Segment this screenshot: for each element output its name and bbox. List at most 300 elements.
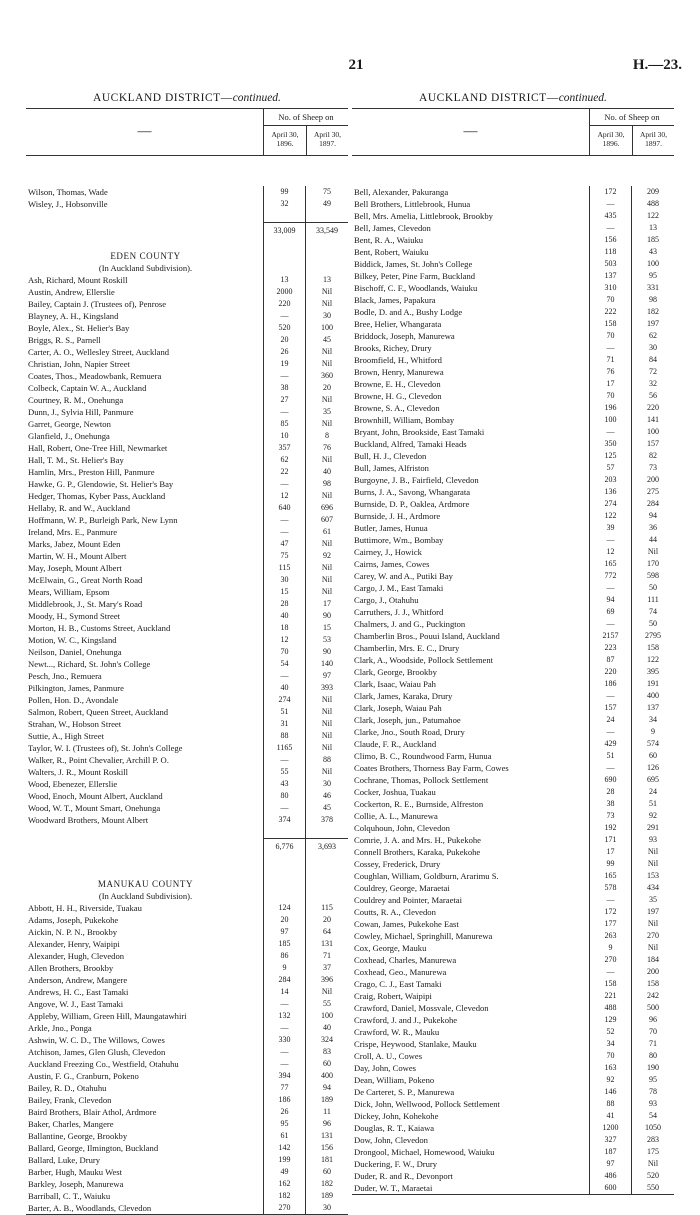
sheep-1897: 40 xyxy=(323,467,331,476)
sheep-1897: 291 xyxy=(647,823,659,832)
sheep-1897: 94 xyxy=(323,1083,331,1092)
sheep-1896: 394 xyxy=(264,1070,306,1082)
sheep-1896: 6,776 xyxy=(264,838,306,854)
owner-name: Couldrey and Pointer, Maraetai xyxy=(352,894,590,906)
owner-name: Bell Brothers, Littlebrook, Hunua xyxy=(352,198,590,210)
sheep-1897: 2795 xyxy=(645,631,661,640)
table-row xyxy=(352,810,674,822)
sheep-1897: Nil xyxy=(647,847,659,856)
sheep-1897: 54 xyxy=(649,1111,657,1120)
sheep-1897: 98 xyxy=(649,295,657,304)
sheep-1896: — xyxy=(264,998,306,1010)
sheep-1896: 177 xyxy=(590,918,632,930)
sheep-1896: 40 xyxy=(264,610,306,622)
sheep-1896: 186 xyxy=(590,678,632,690)
table-row xyxy=(26,998,348,1010)
sheep-1897: 270 xyxy=(647,931,659,940)
blank-row xyxy=(26,210,348,222)
sheep-1896 xyxy=(264,890,306,902)
table-row xyxy=(352,234,674,246)
sheep-1897: 181 xyxy=(321,1155,333,1164)
table-row xyxy=(26,814,348,826)
sheep-1896: 274 xyxy=(590,498,632,510)
sheep-1896: 196 xyxy=(590,402,632,414)
owner-name: Buckland, Alfred, Tamaki Heads xyxy=(352,438,590,450)
right-table-header xyxy=(352,108,674,156)
sheep-1897: 62 xyxy=(649,331,657,340)
owner-name: Austin, F. G., Cranburn, Pokeno xyxy=(26,1070,264,1082)
owner-name: Wood, Enoch, Mount Albert, Auckland xyxy=(26,790,264,802)
table-row xyxy=(26,706,348,718)
owner-name: Wood, Ebenezer, Ellerslie xyxy=(26,778,264,790)
table-row xyxy=(352,1098,674,1110)
table-row xyxy=(352,738,674,750)
sheep-1896 xyxy=(264,238,306,250)
sheep-1896: 124 xyxy=(264,902,306,914)
sheep-1897: Nil xyxy=(647,1159,659,1168)
sheep-1897: 15 xyxy=(323,623,331,632)
owner-name: Hellaby, R. and W., Auckland xyxy=(26,502,264,514)
owner-name: Baker, Charles, Mangere xyxy=(26,1118,264,1130)
owner-name: Carruthers, J. J., Whitford xyxy=(352,606,590,618)
table-row xyxy=(26,1178,348,1190)
sheep-1897: 111 xyxy=(647,595,659,604)
table-row xyxy=(352,594,674,606)
sheep-1896: — xyxy=(264,478,306,490)
sheep-1896: 13 xyxy=(264,274,306,286)
owner-name xyxy=(26,838,264,854)
table-row xyxy=(352,642,674,654)
sheep-1897: 242 xyxy=(647,991,659,1000)
sheep-1897: 97 xyxy=(323,671,331,680)
sheep-1897: 126 xyxy=(647,763,659,772)
owner-name: Boyle, Alex., St. Helier's Bay xyxy=(26,322,264,334)
table-row xyxy=(26,442,348,454)
heading-row xyxy=(26,250,348,262)
owner-name: Duder, R. and R., Devonport xyxy=(352,1170,590,1182)
table-row xyxy=(26,1010,348,1022)
sheep-1897: 60 xyxy=(323,1167,331,1176)
owner-name: Ireland, Mrs. E., Panmure xyxy=(26,526,264,538)
sheep-1897: 24 xyxy=(649,787,657,796)
sheep-1896: 17 xyxy=(590,378,632,390)
sheep-1897: 92 xyxy=(649,811,657,820)
owner-name xyxy=(26,866,264,878)
sheep-1896: — xyxy=(590,618,632,630)
sheep-1896: 32 xyxy=(264,198,306,210)
sheep-1897: 84 xyxy=(649,355,657,364)
sheep-1896: — xyxy=(264,1058,306,1070)
sheep-1896: 12 xyxy=(264,490,306,502)
sheep-1896: 27 xyxy=(264,394,306,406)
page-number: 21 xyxy=(348,57,364,73)
sheep-1896 xyxy=(264,854,306,866)
sheep-1897: 13 xyxy=(323,275,331,284)
sheep-1896: 51 xyxy=(590,750,632,762)
owner-name: Clark, Joseph, Waiau Pah xyxy=(352,702,590,714)
table-row xyxy=(352,258,674,270)
sheep-1897: 74 xyxy=(649,607,657,616)
sheep-1896: 69 xyxy=(590,606,632,618)
table-row xyxy=(352,618,674,630)
left-year-1896: April 30, 1896. xyxy=(271,130,299,148)
owner-name: Marks, Jabez, Mount Eden xyxy=(26,538,264,550)
sheep-1897: Nil xyxy=(321,563,333,572)
sheep-1897: 64 xyxy=(323,927,331,936)
table-row xyxy=(352,630,674,642)
sheep-1896: 26 xyxy=(264,346,306,358)
owner-name: Coates, Thos., Meadowbank, Remuera xyxy=(26,370,264,382)
right-title-text: AUCKLAND DISTRICT— xyxy=(419,92,559,104)
owner-name: Hall, T. M., St. Helier's Bay xyxy=(26,454,264,466)
table-row xyxy=(352,414,674,426)
owner-name: Browne, S. A., Clevedon xyxy=(352,402,590,414)
sheep-1897: 60 xyxy=(323,1059,331,1068)
sheep-1896: 2000 xyxy=(264,286,306,298)
right-name-header: — xyxy=(352,109,590,155)
sheep-1897: 73 xyxy=(649,463,657,472)
table-row xyxy=(26,1034,348,1046)
right-column xyxy=(352,92,674,1195)
sheep-1897: 71 xyxy=(323,951,331,960)
sheep-1896: 578 xyxy=(590,882,632,894)
table-row xyxy=(352,1062,674,1074)
owner-name: Christian, John, Napier Street xyxy=(26,358,264,370)
table-row xyxy=(352,294,674,306)
sheep-1897: Nil xyxy=(321,987,333,996)
sheep-1896 xyxy=(264,262,306,274)
sheep-1897: 574 xyxy=(647,739,659,748)
sheep-1897: 158 xyxy=(647,643,659,652)
table-row xyxy=(352,1110,674,1122)
owner-name: Appleby, William, Green Hill, Maungatawhiri xyxy=(26,1010,264,1022)
sheep-1897: Nil xyxy=(321,743,333,752)
owner-name: Wilson, Thomas, Wade xyxy=(26,186,264,198)
table-row xyxy=(352,990,674,1002)
sheep-1896: 15 xyxy=(264,586,306,598)
sheep-1897: 9 xyxy=(651,727,655,736)
sheep-1897: 37 xyxy=(323,963,331,972)
sheep-1897: 197 xyxy=(647,319,659,328)
owner-name: Middlebrook, J., St. Mary's Road xyxy=(26,598,264,610)
sheep-1896: 80 xyxy=(264,790,306,802)
left-name-header: — xyxy=(26,109,264,155)
table-row xyxy=(26,902,348,914)
table-row xyxy=(26,490,348,502)
paper-code: H.—23. xyxy=(632,57,682,73)
sheep-1897: 96 xyxy=(649,1015,657,1024)
owner-name: Comrie, J. A. and Mrs. H., Pukekohe xyxy=(352,834,590,846)
sheep-1897: 182 xyxy=(321,1179,333,1188)
table-row xyxy=(26,430,348,442)
sheep-1897: 122 xyxy=(647,211,659,220)
table-row xyxy=(26,1166,348,1178)
sheep-1896: 163 xyxy=(590,1062,632,1074)
owner-name: Ballard, Luke, Drury xyxy=(26,1154,264,1166)
sheep-1896: 222 xyxy=(590,306,632,318)
table-row xyxy=(352,1014,674,1026)
sheep-1897: 607 xyxy=(321,515,333,524)
sheep-1897: 153 xyxy=(647,871,659,880)
owner-name: Ballantine, George, Brookby xyxy=(26,1130,264,1142)
table-row xyxy=(352,450,674,462)
owner-name: Bailey, R. D., Otahuhu xyxy=(26,1082,264,1094)
sheep-1897: Nil xyxy=(321,587,333,596)
left-table-body xyxy=(26,156,348,1215)
table-row xyxy=(26,382,348,394)
sheep-1896: 221 xyxy=(590,990,632,1002)
sheep-1896 xyxy=(264,250,306,262)
blank-row xyxy=(26,854,348,866)
sheep-1896: — xyxy=(590,894,632,906)
blank-row xyxy=(26,866,348,878)
sheep-1897: 598 xyxy=(647,571,659,580)
owner-name: Coxhead, Charles, Manurewa xyxy=(352,954,590,966)
sheep-1896: 24 xyxy=(590,714,632,726)
table-row xyxy=(352,714,674,726)
sheep-1896: 156 xyxy=(590,234,632,246)
sheep-1896: — xyxy=(264,1046,306,1058)
sheep-1896: 95 xyxy=(264,1118,306,1130)
left-table-header xyxy=(26,108,348,156)
table-row xyxy=(352,930,674,942)
table-row xyxy=(352,426,674,438)
sheep-1897: 122 xyxy=(647,655,659,664)
table-row xyxy=(352,402,674,414)
sheep-1896: 132 xyxy=(264,1010,306,1022)
sheep-1897: 88 xyxy=(323,755,331,764)
sheep-1897: 185 xyxy=(647,235,659,244)
sheep-1896: 158 xyxy=(590,978,632,990)
table-row xyxy=(26,1130,348,1142)
table-row xyxy=(352,702,674,714)
sheep-1897: Nil xyxy=(647,859,659,868)
table-row xyxy=(352,270,674,282)
owner-name: Bull, James, Alfriston xyxy=(352,462,590,474)
sheep-1897: 434 xyxy=(647,883,659,892)
sheep-1896: — xyxy=(590,762,632,774)
sheep-1896: 270 xyxy=(264,1202,306,1214)
owner-name: Craig, Robert, Waipipi xyxy=(352,990,590,1002)
table-row xyxy=(26,574,348,586)
sheep-1896: 86 xyxy=(264,950,306,962)
table-row xyxy=(26,334,348,346)
owner-name: Burnside, D. P., Oaklea, Ardmore xyxy=(352,498,590,510)
owner-name: Crispe, Heywood, Stanlake, Mauku xyxy=(352,1038,590,1050)
owner-name: Bell, Mrs. Amelia, Littlebrook, Brookby xyxy=(352,210,590,222)
sheep-1896: 330 xyxy=(264,1034,306,1046)
owner-name: Douglas, R. T., Kaiawa xyxy=(352,1122,590,1134)
table-row xyxy=(352,846,674,858)
total-row xyxy=(26,222,348,238)
table-row xyxy=(26,694,348,706)
owner-name: Wood, W. T., Mount Smart, Onehunga xyxy=(26,802,264,814)
table-row xyxy=(352,462,674,474)
sheep-1897: 20 xyxy=(323,915,331,924)
owner-name: Carter, A. O., Wellesley Street, Auckland xyxy=(26,346,264,358)
owner-name: Croll, A. U., Cowes xyxy=(352,1050,590,1062)
owner-name: Dickey, John, Kohekohe xyxy=(352,1110,590,1122)
table-row xyxy=(26,790,348,802)
sheep-1896: 142 xyxy=(264,1142,306,1154)
table-row xyxy=(352,438,674,450)
owner-name: Bull, H. J., Clevedon xyxy=(352,450,590,462)
right-table-body xyxy=(352,156,674,1195)
sheep-1897: 49 xyxy=(323,199,331,208)
owner-name: Dow, John, Clevedon xyxy=(352,1134,590,1146)
owner-name: Collie, A. L., Manurewa xyxy=(352,810,590,822)
table-row xyxy=(26,286,348,298)
sheep-1897: Nil xyxy=(321,731,333,740)
owner-name: Chamberlin, Mrs. E. C., Drury xyxy=(352,642,590,654)
table-row xyxy=(26,274,348,286)
sheep-1897 xyxy=(306,238,348,250)
sheep-1897: 200 xyxy=(647,475,659,484)
owner-name: Bent, Robert, Waiuku xyxy=(352,246,590,258)
owner-name: Mears, William, Epsom xyxy=(26,586,264,598)
table-row xyxy=(352,666,674,678)
blank-row xyxy=(26,238,348,250)
owner-name: Cowan, James, Pukekohe East xyxy=(352,918,590,930)
total-row xyxy=(26,838,348,854)
owner-name: Couldrey, George, Maraetai xyxy=(352,882,590,894)
owner-name: Climo, B. C., Roundwood Farm, Hunua xyxy=(352,750,590,762)
right-sheep-title: No. of Sheep on xyxy=(590,109,674,126)
owner-name: Abbott, H. H., Riverside, Tuakau xyxy=(26,902,264,914)
sheep-1896: 100 xyxy=(590,414,632,426)
sheep-1896: 40 xyxy=(264,682,306,694)
owner-name: Cowley, Michael, Springhill, Manurewa xyxy=(352,930,590,942)
sheep-1896: 600 xyxy=(590,1182,632,1194)
sheep-1896: 185 xyxy=(264,938,306,950)
table-row xyxy=(352,306,674,318)
sheep-1896: 30 xyxy=(264,574,306,586)
owner-name: Browne, E. H., Clevedon xyxy=(352,378,590,390)
sheep-1897: Nil xyxy=(321,347,333,356)
table-row xyxy=(26,586,348,598)
sheep-1897: Nil xyxy=(321,575,333,584)
sheep-1897: 50 xyxy=(649,583,657,592)
owner-name: Colquhoun, John, Clevedon xyxy=(352,822,590,834)
owner-name: Cairns, James, Cowes xyxy=(352,558,590,570)
table-row xyxy=(26,634,348,646)
blank-row xyxy=(26,826,348,838)
sheep-1896: — xyxy=(264,802,306,814)
table-row xyxy=(352,498,674,510)
owner-name: Carey, W. and A., Putiki Bay xyxy=(352,570,590,582)
sheep-1896: 87 xyxy=(590,654,632,666)
owner-name: Ash, Richard, Mount Roskill xyxy=(26,274,264,286)
sheep-1896: 199 xyxy=(264,1154,306,1166)
table-row xyxy=(352,906,674,918)
owner-name: Alexander, Hugh, Clevedon xyxy=(26,950,264,962)
sheep-1896: — xyxy=(264,526,306,538)
sheep-1897: 60 xyxy=(649,751,657,760)
table-row xyxy=(26,466,348,478)
owner-name: Taylor, W. I. (Trustees of), St. John's College xyxy=(26,742,264,754)
sheep-1896: 115 xyxy=(264,562,306,574)
sheep-1897: 395 xyxy=(647,667,659,676)
right-column-title xyxy=(352,92,674,108)
owner-name xyxy=(26,826,264,838)
owner-name xyxy=(26,854,264,866)
sheep-1897: 75 xyxy=(323,187,331,196)
sheep-1897: Nil xyxy=(321,719,333,728)
owner-name: Clark, Isaac, Waiau Pah xyxy=(352,678,590,690)
owner-name: Bailey, Frank, Clevedon xyxy=(26,1094,264,1106)
sheep-1897: 30 xyxy=(649,343,657,352)
owner-name: Black, James, Papakura xyxy=(352,294,590,306)
sheep-1897: 53 xyxy=(323,635,331,644)
sheep-1896: 310 xyxy=(590,282,632,294)
sheep-1897: 70 xyxy=(649,1027,657,1036)
sheep-1897: 378 xyxy=(321,815,333,824)
table-row xyxy=(26,1202,348,1214)
table-row xyxy=(352,1182,674,1194)
owner-name: Garret, George, Newton xyxy=(26,418,264,430)
sheep-1897: 393 xyxy=(321,683,333,692)
table-row xyxy=(26,1106,348,1118)
owner-name: Moody, H., Symond Street xyxy=(26,610,264,622)
table-row xyxy=(26,950,348,962)
sheep-1896: 99 xyxy=(590,858,632,870)
owner-name: Hedger, Thomas, Kyber Pass, Auckland xyxy=(26,490,264,502)
sheep-1896: 186 xyxy=(264,1094,306,1106)
owner-name: Clark, James, Karaka, Drury xyxy=(352,690,590,702)
sheep-1897: 90 xyxy=(323,611,331,620)
sheep-1897: 34 xyxy=(649,715,657,724)
table-row xyxy=(26,610,348,622)
owner-name: Hamlin, Mrs., Preston Hill, Panmure xyxy=(26,466,264,478)
table-row xyxy=(26,358,348,370)
owner-name: Duder, W. T., Maraetai xyxy=(352,1182,590,1194)
table-row xyxy=(352,978,674,990)
table-row xyxy=(352,582,674,594)
sheep-1896: 350 xyxy=(590,438,632,450)
sheep-1896: — xyxy=(264,514,306,526)
table-row xyxy=(352,186,674,198)
owner-name: Bodle, D. and A., Bushy Lodge xyxy=(352,306,590,318)
sheep-1897: 275 xyxy=(647,487,659,496)
sheep-1896: 55 xyxy=(264,766,306,778)
sheep-1896: 2157 xyxy=(590,630,632,642)
sheep-1896: 28 xyxy=(264,598,306,610)
sheep-1897: 100 xyxy=(321,1011,333,1020)
owner-name: Hawke, G. P., Glendowie, St. Helier's Bay xyxy=(26,478,264,490)
sheep-1897 xyxy=(306,210,348,222)
owner-name: Salmon, Robert, Queen Street, Auckland xyxy=(26,706,264,718)
owner-name: Pollen, Hon. D., Avondale xyxy=(26,694,264,706)
table-row xyxy=(352,1074,674,1086)
sheep-1897: 400 xyxy=(321,1071,333,1080)
owner-name: Barter, A. B., Woodlands, Clevedon xyxy=(26,1202,264,1214)
table-row xyxy=(352,246,674,258)
owner-name: Drongool, Michael, Homewood, Waiuku xyxy=(352,1146,590,1158)
owner-name: Day, John, Cowes xyxy=(352,1062,590,1074)
sheep-1896: 70 xyxy=(590,390,632,402)
sheep-1896: 1200 xyxy=(590,1122,632,1134)
sheep-1896: 192 xyxy=(590,822,632,834)
owner-name: Bailey, Captain J. (Trustees of), Penrose xyxy=(26,298,264,310)
table-row xyxy=(352,1038,674,1050)
owner-name: Courtney, R. M., Onehunga xyxy=(26,394,264,406)
sheep-1897: 13 xyxy=(649,223,657,232)
owner-name: Pesch, Jno., Remuera xyxy=(26,670,264,682)
sheep-1896: 136 xyxy=(590,486,632,498)
owner-name: Suttie, A., High Street xyxy=(26,730,264,742)
table-row xyxy=(26,754,348,766)
table-row xyxy=(352,1050,674,1062)
